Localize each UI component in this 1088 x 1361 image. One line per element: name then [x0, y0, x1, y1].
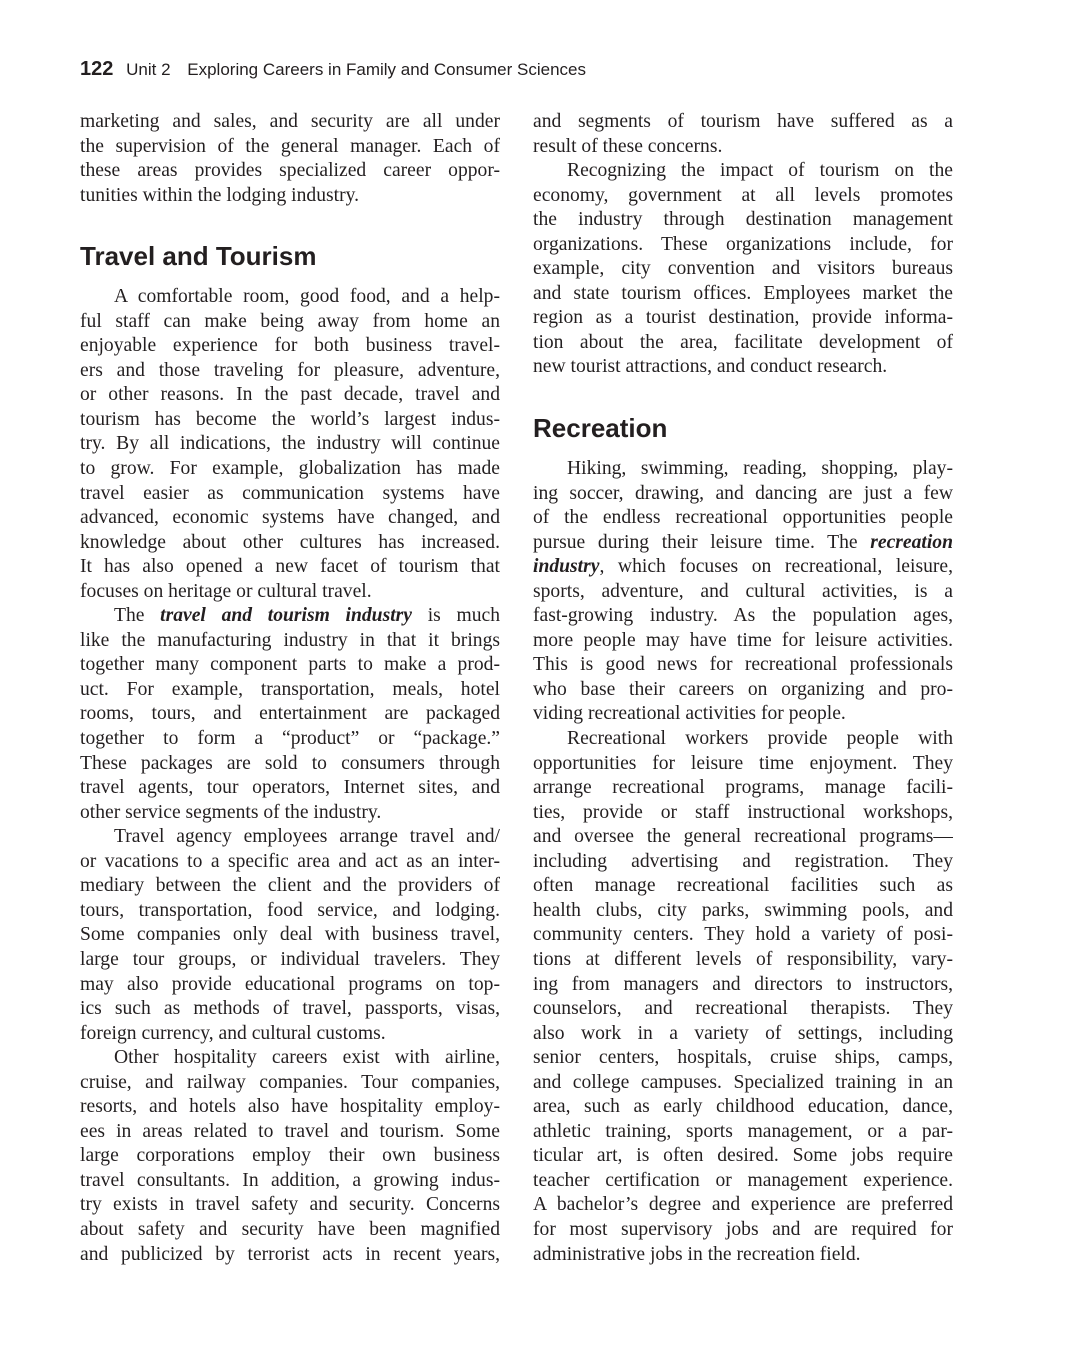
- text-line: about safety and security have been magnified: [80, 1218, 500, 1240]
- text-line: example, city convention and visitors bureaus: [533, 258, 953, 280]
- text-line: ers and those traveling for pleasure, adventure,: [80, 359, 500, 381]
- text-line: industry, which focuses on recreational, leisure,: [533, 556, 953, 578]
- text-line: Recreational workers provide people with: [567, 728, 953, 750]
- text-line: travel consultants. In addition, a growing indus-: [80, 1169, 500, 1191]
- right-column: [533, 110, 953, 1267]
- text-line: It has also opened a new facet of tourism that: [80, 556, 500, 578]
- text-line: Other hospitality careers exist with airline,: [114, 1047, 500, 1069]
- text-line: rooms, tours, and entertainment are packaged: [80, 703, 500, 725]
- text-line: knowledge about other cultures has increased.: [80, 531, 500, 553]
- text-line: teacher certification or management experience.: [533, 1169, 953, 1191]
- text-line: community centers. They hold a variety of posi-: [533, 924, 953, 946]
- text-line: result of these concerns.: [533, 135, 723, 157]
- text-line: including advertising and registration. They: [533, 850, 953, 872]
- text-line: focuses on heritage or cultural travel.: [80, 580, 372, 602]
- text-line: health clubs, city parks, swimming pools, and: [533, 899, 953, 921]
- text-line: cruise, and railway companies. Tour companies,: [80, 1071, 500, 1093]
- text-line: and segments of tourism have suffered as a: [533, 111, 953, 132]
- text-line: these areas provides specialized career oppor-: [80, 160, 500, 182]
- text-line: A comfortable room, good food, and a help-: [114, 286, 500, 308]
- text-line: other service segments of the industry.: [80, 801, 382, 823]
- text-line: ful staff can make being away from home an: [80, 310, 500, 332]
- text-line: ing from managers and directors to instructors,: [533, 973, 953, 995]
- left-column: [80, 110, 500, 1267]
- text-line: Recognizing the impact of tourism on the: [567, 160, 953, 182]
- text-line: ties, provide or staff instructional workshops,: [533, 801, 953, 823]
- text-line: marketing and sales, and security are all under: [80, 111, 500, 132]
- paragraph-travel-industry-definition: [80, 604, 500, 825]
- paragraph-continuation: [533, 110, 953, 159]
- text-line: advanced, economic systems have changed, and: [80, 507, 500, 529]
- text-line: counselors, and recreational therapists. They: [533, 998, 953, 1020]
- key-term: recreation: [870, 531, 953, 553]
- text-line: tion about the area, facilitate development of: [533, 331, 953, 353]
- text-line: or other reasons. In the past decade, travel and: [80, 384, 500, 406]
- text-line: tours, transportation, food service, and lodging.: [80, 899, 500, 921]
- paragraph-recreation-intro: [533, 457, 953, 727]
- text-line: opportunities for leisure time enjoyment. They: [533, 752, 953, 774]
- paragraph-travel-agency: [80, 825, 500, 1046]
- text-line: and publicized by terrorist acts in recent years,: [80, 1243, 500, 1265]
- text-line: mediary between the client and the providers of: [80, 875, 500, 897]
- text-line: like the manufacturing industry in that it brings: [80, 629, 500, 651]
- text-line: also work in a variety of settings, including: [533, 1022, 953, 1044]
- text-line: A bachelor’s degree and experience are preferred: [533, 1194, 953, 1216]
- text-line: Hiking, swimming, reading, shopping, play-: [567, 458, 953, 480]
- text-line: large tour groups, or individual travelers. They: [80, 948, 500, 970]
- text-line: sports, adventure, and cultural activities, is a: [533, 580, 953, 602]
- text-line: travel easier as communication systems have: [80, 482, 500, 504]
- text-line: organizations. These organizations include, for: [533, 233, 953, 255]
- paragraph-destination-management: [533, 159, 953, 380]
- text-line: resorts, and hotels also have hospitality employ-: [80, 1096, 500, 1118]
- text-line: try exists in travel safety and security. Concerns: [80, 1194, 500, 1216]
- text-line: viding recreational activities for people.: [533, 703, 846, 725]
- section-heading-travel-and-tourism: Travel and Tourism: [80, 241, 317, 272]
- text-line: administrative jobs in the recreation field.: [533, 1243, 861, 1265]
- text-line: fast-growing industry. As the population ages,: [533, 605, 953, 627]
- text-line: ees in areas related to travel and tourism. Some: [80, 1120, 500, 1142]
- text-line: new tourist attractions, and conduct research.: [533, 356, 888, 378]
- paragraph-travel-intro: [80, 285, 500, 604]
- text-line: and college campuses. Specialized training in an: [533, 1071, 953, 1093]
- text-line: foreign currency, and cultural customs.: [80, 1022, 386, 1044]
- running-header: [80, 58, 586, 81]
- text-line: ics such as methods of travel, passports, visas,: [80, 998, 500, 1020]
- key-term: travel and tourism industry: [160, 605, 412, 627]
- text-line: tourism has become the world’s largest indus-: [80, 408, 500, 430]
- paragraph-other-hospitality-careers: [80, 1046, 500, 1267]
- text-line: area, such as early childhood education, dance,: [533, 1096, 953, 1118]
- text-line: This is good news for recreational professionals: [533, 654, 953, 676]
- text-line: The travel and tourism industry is much: [114, 605, 500, 627]
- text-line: region as a tourist destination, provide informa-: [533, 307, 953, 329]
- text-line: travel agents, tour operators, Internet sites, and: [80, 777, 500, 799]
- text-line: more people may have time for leisure activities.: [533, 629, 953, 651]
- text-line: for most supervisory jobs and are required for: [533, 1218, 953, 1240]
- text-line: and state tourism offices. Employees market the: [533, 282, 953, 304]
- text-line: Some companies only deal with business travel,: [80, 924, 500, 946]
- text-line: who base their careers on organizing and pro-: [533, 678, 953, 700]
- text-line: uct. For example, transportation, meals, hotel: [80, 678, 500, 700]
- text-line: ticular art, is often desired. Some jobs require: [533, 1145, 953, 1167]
- text-line: enjoyable experience for both business travel-: [80, 335, 500, 357]
- text-line: ing soccer, drawing, and dancing are just a few: [533, 482, 953, 504]
- text-line: of the endless recreational opportunities people: [533, 507, 953, 529]
- unit-title: Exploring Careers in Family and Consumer Sciences: [187, 60, 586, 79]
- page-number: 122: [80, 58, 114, 80]
- text-line: athletic training, sports management, or a par-: [533, 1120, 953, 1142]
- text-line: tunities within the lodging industry.: [80, 184, 360, 206]
- text-line: try. By all indications, the industry will continue: [80, 433, 500, 455]
- text-line: arrange recreational programs, manage facili-: [533, 777, 953, 799]
- text-line: to grow. For example, globalization has made: [80, 458, 500, 480]
- intro-paragraph: [80, 110, 500, 208]
- text-line: large corporations employ their own business: [80, 1145, 500, 1167]
- text-line: together to form a “product” or “package.”: [80, 728, 500, 750]
- text-line: the industry through destination management: [533, 209, 953, 231]
- text-line: often manage recreational facilities such as: [533, 875, 953, 897]
- section-heading-recreation: Recreation: [533, 413, 668, 444]
- text-line: Travel agency employees arrange travel and/: [114, 826, 500, 848]
- text-line: pursue during their leisure time. The recreation: [533, 531, 953, 553]
- text-line: economy, government at all levels promotes: [533, 184, 953, 206]
- unit-label: Unit 2: [126, 60, 171, 79]
- text-line: may also provide educational programs on top-: [80, 973, 500, 995]
- paragraph-recreational-workers: [533, 727, 953, 1267]
- key-term: industry: [533, 556, 600, 578]
- text-line: the supervision of the general manager. Each of: [80, 135, 500, 157]
- text-line: senior centers, hospitals, cruise ships, camps,: [533, 1047, 953, 1069]
- text-line: together many component parts to make a prod-: [80, 654, 500, 676]
- text-line: and oversee the general recreational programs—: [533, 826, 953, 848]
- text-line: tions at different levels of responsibility, vary-: [533, 948, 953, 970]
- text-line: or vacations to a specific area and act as an inter-: [80, 850, 500, 872]
- text-line: These packages are sold to consumers through: [80, 752, 500, 774]
